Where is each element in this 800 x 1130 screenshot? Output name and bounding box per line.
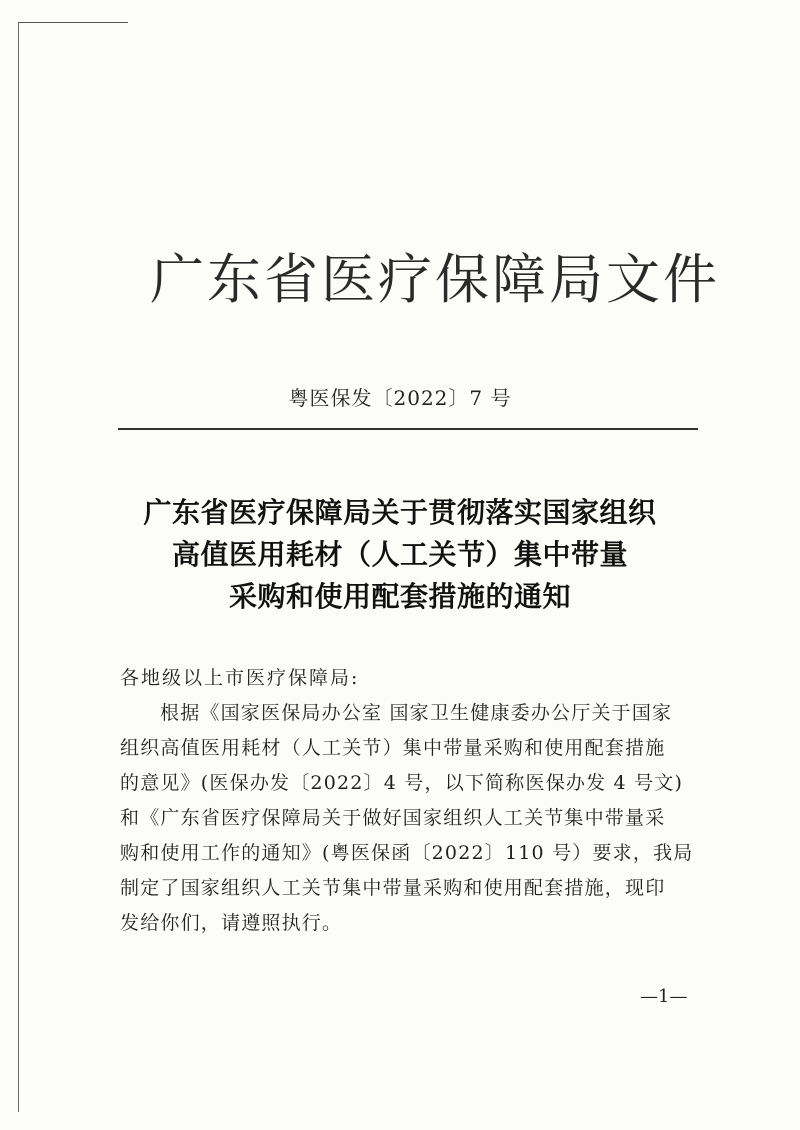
notice-title <box>0 492 800 618</box>
body-paragraph <box>120 696 700 941</box>
recipient-line: 各地级以上市医疗保障局: <box>120 667 360 689</box>
body-line: 发给你们，请遵照执行。 <box>120 912 343 934</box>
page-number: —1— <box>640 986 688 1007</box>
body-line: 和《广东省医疗保障局关于做好国家组织人工关节集中带量采 <box>120 807 666 829</box>
scan-edge-top <box>18 22 128 23</box>
body-line: 组织高值医用耗材（人工关节）集中带量采购和使用配套措施 <box>120 737 666 759</box>
body-line: 根据《国家医保局办公室 国家卫生健康委办公厅关于国家 <box>160 702 673 724</box>
notice-title-line: 采购和使用配套措施的通知 <box>228 580 571 613</box>
issuer-header-title: 广东省医疗保障局文件 <box>150 248 720 311</box>
document-number: 粤医保发〔2022〕7 号 <box>288 386 512 410</box>
notice-title-line: 广东省医疗保障局关于贯彻落实国家组织 <box>143 496 657 529</box>
notice-title-line: 高值医用耗材（人工关节）集中带量 <box>171 538 628 571</box>
body-line: 的意见》(医保办发〔2022〕4 号，以下简称医保办发 4 号文) <box>120 772 684 794</box>
body-line: 购和使用工作的通知》(粤医保函〔2022〕110 号）要求，我局 <box>120 842 694 864</box>
body-line: 制定了国家组织人工关节集中带量采购和使用配套措施，现印 <box>120 877 666 899</box>
header-divider-line <box>118 428 698 430</box>
